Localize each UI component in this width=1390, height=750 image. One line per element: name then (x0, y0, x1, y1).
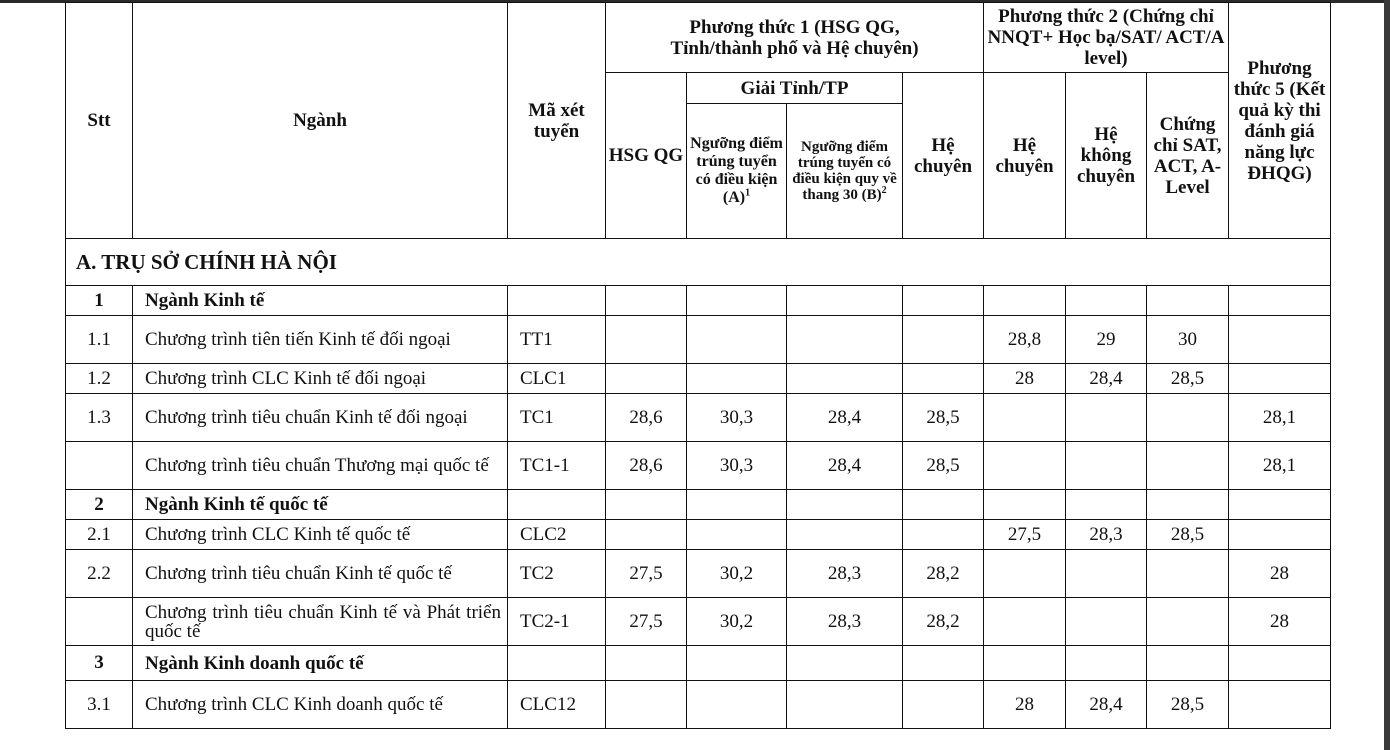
score-cell (787, 316, 903, 364)
admission-code-cell: TT1 (508, 316, 606, 364)
score-cell (1229, 286, 1331, 316)
program-name-cell: Chương trình CLC Kinh doanh quốc tế (133, 681, 508, 729)
score-cell: 28,4 (787, 394, 903, 442)
score-cell (984, 442, 1066, 490)
page-edge-right (1384, 0, 1390, 750)
score-cell (606, 286, 687, 316)
score-cell (1066, 550, 1147, 598)
score-cell (787, 286, 903, 316)
score-cell (984, 286, 1066, 316)
score-cell: 28,1 (1229, 442, 1331, 490)
score-cell (1066, 490, 1147, 520)
stt-cell: 2 (66, 490, 133, 520)
score-cell: 27,5 (606, 598, 687, 646)
table-row (66, 364, 1331, 394)
table-row (66, 681, 1331, 729)
section-a-heading: A. TRỤ SỞ CHÍNH HÀ NỘI (66, 239, 1331, 286)
stt-cell: 2.1 (66, 520, 133, 550)
admission-code-cell (508, 490, 606, 520)
score-cell (1066, 394, 1147, 442)
program-name-cell: Chương trình tiêu chuẩn Thương mại quốc tế (133, 442, 508, 490)
score-cell (1066, 646, 1147, 681)
program-name-cell: Chương trình tiêu chuẩn Kinh tế quốc tế (133, 550, 508, 598)
score-cell: 28,5 (1147, 364, 1229, 394)
score-cell (1229, 364, 1331, 394)
admission-score-table (65, 2, 1331, 729)
score-cell (903, 316, 984, 364)
header-ma-xet-tuyen: Mã xét tuyển (508, 3, 606, 239)
score-cell (606, 646, 687, 681)
score-cell: 30 (1147, 316, 1229, 364)
score-cell: 28,3 (1066, 520, 1147, 550)
stt-cell: 1 (66, 286, 133, 316)
stt-cell: 1.3 (66, 394, 133, 442)
score-cell (1066, 598, 1147, 646)
table-row (66, 550, 1331, 598)
table-row (66, 394, 1331, 442)
score-cell (1229, 520, 1331, 550)
score-cell (787, 520, 903, 550)
stt-cell: 1.1 (66, 316, 133, 364)
program-name-cell: Ngành Kinh tế quốc tế (133, 490, 508, 520)
score-cell (687, 490, 787, 520)
score-cell (1229, 646, 1331, 681)
score-cell: 30,2 (687, 598, 787, 646)
program-name-cell: Ngành Kinh tế (133, 286, 508, 316)
score-cell: 28,6 (606, 442, 687, 490)
admission-code-cell (508, 286, 606, 316)
score-cell (687, 286, 787, 316)
stt-cell (66, 598, 133, 646)
score-cell: 29 (1066, 316, 1147, 364)
score-cell (1147, 286, 1229, 316)
score-cell (787, 364, 903, 394)
admission-code-cell (508, 646, 606, 681)
score-cell (984, 490, 1066, 520)
table-row (66, 442, 1331, 490)
header-nguong-b-footnote: 2 (881, 185, 887, 196)
score-cell: 28,5 (1147, 681, 1229, 729)
score-cell (1147, 442, 1229, 490)
score-cell (687, 316, 787, 364)
table-row (66, 520, 1331, 550)
score-cell (1147, 490, 1229, 520)
header-phuong-thuc-1: Phương thức 1 (HSG QG, Tỉnh/thành phố và Hệ chuyên) (606, 3, 984, 73)
header-he-khong-chuyen: Hệ không chuyên (1066, 73, 1147, 239)
score-cell: 27,5 (606, 550, 687, 598)
score-cell: 28,3 (787, 598, 903, 646)
score-cell: 28,4 (1066, 681, 1147, 729)
header-nganh: Ngành (133, 3, 508, 239)
score-cell (606, 490, 687, 520)
score-cell (903, 364, 984, 394)
program-name-cell: Chương trình CLC Kinh tế đối ngoại (133, 364, 508, 394)
score-cell: 28,4 (787, 442, 903, 490)
score-cell (903, 286, 984, 316)
header-phuong-thuc-5: Phương thức 5 (Kết quả kỳ thi đánh giá năng lực ĐHQG) (1229, 3, 1331, 239)
score-cell (606, 520, 687, 550)
admission-code-cell: TC1 (508, 394, 606, 442)
score-cell: 28 (1229, 550, 1331, 598)
score-cell (687, 681, 787, 729)
score-cell: 28 (1229, 598, 1331, 646)
header-he-chuyen-pt1: Hệ chuyên (903, 73, 984, 239)
header-nguong-a-footnote: 1 (745, 187, 751, 199)
score-cell (1147, 598, 1229, 646)
score-cell: 28,5 (903, 442, 984, 490)
program-name-cell: Chương trình tiên tiến Kinh tế đối ngoại (133, 316, 508, 364)
score-cell (1147, 646, 1229, 681)
program-name-cell: Ngành Kinh doanh quốc tế (133, 646, 508, 681)
score-cell: 30,3 (687, 442, 787, 490)
score-cell: 28,5 (903, 394, 984, 442)
table-row (66, 316, 1331, 364)
admission-code-cell: CLC2 (508, 520, 606, 550)
stt-cell: 1.2 (66, 364, 133, 394)
score-cell: 30,2 (687, 550, 787, 598)
header-hsg-qg: HSG QG (606, 73, 687, 239)
stt-cell: 3 (66, 646, 133, 681)
table-row (66, 598, 1331, 646)
score-cell (606, 364, 687, 394)
header-nguong-b-text: Ngưỡng điểm trúng tuyển có điều kiện quy về thang 30 (B) (792, 139, 897, 203)
score-cell (787, 681, 903, 729)
header-giai-tinh-tp: Giải Tỉnh/TP (687, 73, 903, 104)
score-cell (1229, 490, 1331, 520)
score-cell (606, 316, 687, 364)
score-cell (1147, 394, 1229, 442)
score-cell: 28,2 (903, 550, 984, 598)
score-cell: 28,5 (1147, 520, 1229, 550)
program-name-cell: Chương trình tiêu chuẩn Kinh tế và Phát triển quốc tế (133, 598, 508, 646)
score-cell (903, 681, 984, 729)
score-cell (606, 681, 687, 729)
score-cell (984, 598, 1066, 646)
header-nguong-a (687, 104, 787, 239)
header-nguong-a-text: Ngưỡng điểm trúng tuyển có điều kiện (A) (690, 135, 783, 206)
score-cell: 28,2 (903, 598, 984, 646)
score-cell: 28,1 (1229, 394, 1331, 442)
score-cell (787, 646, 903, 681)
group-row (66, 490, 1331, 520)
score-cell: 28,4 (1066, 364, 1147, 394)
admission-code-cell: TC2-1 (508, 598, 606, 646)
stt-cell: 3.1 (66, 681, 133, 729)
score-cell (903, 646, 984, 681)
score-cell (1229, 681, 1331, 729)
program-name-cell: Chương trình tiêu chuẩn Kinh tế đối ngoại (133, 394, 508, 442)
admission-code-cell: TC2 (508, 550, 606, 598)
stt-cell: 2.2 (66, 550, 133, 598)
header-phuong-thuc-2: Phương thức 2 (Chứng chỉ NNQT+ Học bạ/SAT/ ACT/A level) (984, 3, 1229, 73)
stt-cell (66, 442, 133, 490)
score-cell (984, 550, 1066, 598)
score-cell (984, 394, 1066, 442)
admission-code-cell: TC1-1 (508, 442, 606, 490)
score-cell: 30,3 (687, 394, 787, 442)
score-cell (1229, 316, 1331, 364)
score-cell (687, 646, 787, 681)
header-he-chuyen-pt2: Hệ chuyên (984, 73, 1066, 239)
score-cell (1066, 442, 1147, 490)
score-cell: 27,5 (984, 520, 1066, 550)
score-cell: 28,8 (984, 316, 1066, 364)
score-cell: 28,6 (606, 394, 687, 442)
score-cell: 28 (984, 364, 1066, 394)
score-cell (687, 520, 787, 550)
program-name-cell: Chương trình CLC Kinh tế quốc tế (133, 520, 508, 550)
group-row (66, 646, 1331, 681)
header-chung-chi-sat: Chứng chỉ SAT, ACT, A-Level (1147, 73, 1229, 239)
header-stt: Stt (66, 3, 133, 239)
admission-code-cell: CLC12 (508, 681, 606, 729)
header-nguong-b (787, 104, 903, 239)
score-cell (1066, 286, 1147, 316)
score-cell (687, 364, 787, 394)
admission-code-cell: CLC1 (508, 364, 606, 394)
score-cell: 28 (984, 681, 1066, 729)
score-cell (787, 490, 903, 520)
score-cell (903, 520, 984, 550)
score-cell (984, 646, 1066, 681)
score-cell (1147, 550, 1229, 598)
score-cell (903, 490, 984, 520)
score-cell: 28,3 (787, 550, 903, 598)
group-row (66, 286, 1331, 316)
